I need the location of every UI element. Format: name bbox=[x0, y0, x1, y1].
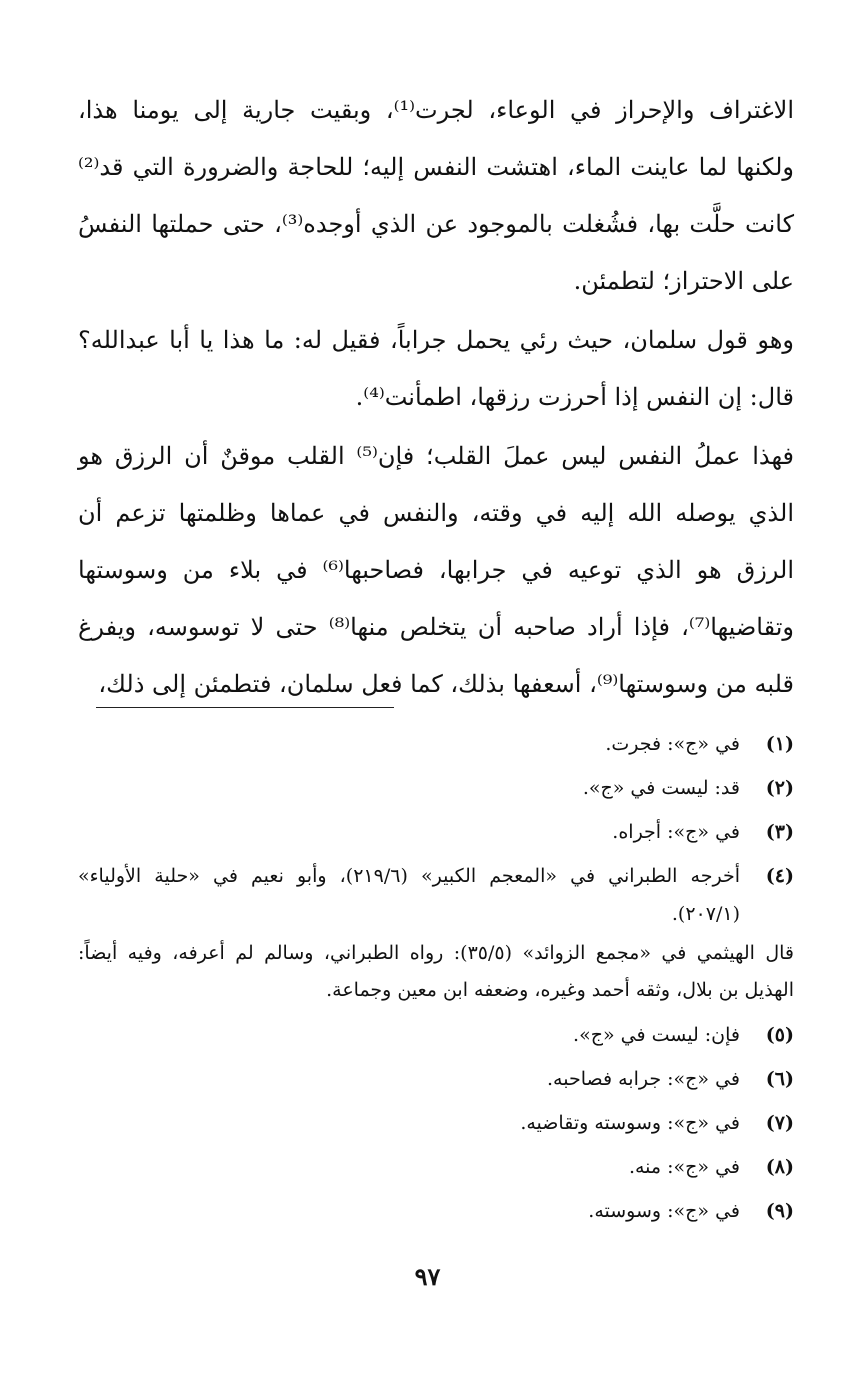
footnote-text: أخرجه الطبراني في «المعجم الكبير» (٢١٩/٦)، وأبو نعيم في «حلية الأولياء» (٢٠٧/١). bbox=[78, 865, 740, 925]
footnote-9 bbox=[78, 1189, 794, 1233]
footnote-separator bbox=[96, 707, 394, 708]
footnote-8 bbox=[78, 1145, 794, 1189]
footnote-number: (٣) bbox=[765, 821, 794, 843]
footnote-2 bbox=[78, 766, 794, 810]
footnote-7 bbox=[78, 1101, 794, 1145]
paragraph-3: فهذا عملُ النفس ليس عملَ القلب؛ فإن⁽⁵⁾ القلب موقنٌ أن الرزق هو الذي يوصله الله إليه في وقته، والنفس في عماها وظلمتها تزعم أن الرزق هو الذي توعيه في جرابها، فصاحبها⁽⁶⁾ في بلاء من وسوستها وتقاضيها⁽⁷⁾، فإذا أراد صاحبه أن يتخلص منها⁽⁸⁾ حتى لا توسوسه، ويفرغ قلبه من وسوستها⁽⁹⁾، أسعفها بذلك، كما فعل سلمان، فتطمئن إلى ذلك، bbox=[78, 442, 795, 698]
footnote-text: في «ج»: منه. bbox=[628, 1156, 740, 1178]
footnotes bbox=[78, 722, 794, 1233]
footnote-number: (٦) bbox=[765, 1068, 794, 1090]
footnote-text: قد: ليست في «ج». bbox=[582, 777, 740, 799]
page-number: ٩٧ bbox=[414, 1262, 441, 1291]
footnote-number: (٧) bbox=[765, 1112, 794, 1134]
main-text bbox=[78, 82, 794, 713]
footnote-number: (١) bbox=[765, 733, 794, 755]
footnote-6 bbox=[78, 1057, 794, 1101]
footnote-number: (٢) bbox=[765, 777, 794, 799]
footnote-text: في «ج»: أجراه. bbox=[612, 821, 740, 843]
footnote-text: في «ج»: وسوسته وتقاضيه. bbox=[520, 1112, 740, 1134]
footnote-text: في «ج»: فجرت. bbox=[605, 733, 740, 755]
footnote-4-continuation: قال الهيثمي في «مجمع الزوائد» (٣٥/٥): رواه الطبراني، وسالم لم أعرفه، وفيه أيضاً: الهذيل بن بلال، وثقه أحمد وغيره، وضعفه ابن معين وجماعة. bbox=[78, 942, 795, 1001]
footnote-3 bbox=[78, 810, 794, 854]
footnote-number: (٤) bbox=[765, 865, 794, 887]
footnote-text: في «ج»: جرابه فصاحبه. bbox=[547, 1068, 740, 1090]
footnote-number: (٩) bbox=[765, 1200, 794, 1222]
footnote-1 bbox=[78, 722, 794, 766]
footnote-text: فإن: ليست في «ج». bbox=[573, 1024, 740, 1046]
paragraph-1: الاغتراف والإحراز في الوعاء، لجرت⁽¹⁾، وبقيت جارية إلى يومنا هذا، ولكنها لما عاينت الماء، اهتشت النفس إليه؛ للحاجة والضرورة التي قد⁽²⁾ كانت حلَّت بها، فشُغلت بالموجود عن الذي أوجده⁽³⁾، حتى حملتها النفسُ على الاحتراز؛ لتطمئن. bbox=[78, 96, 794, 295]
paragraph-2: وهو قول سلمان، حيث رئي يحمل جراباً، فقيل له: ما هذا يا أبا عبدالله؟ قال: إن النفس إذا أحرزت رزقها، اطمأنت⁽⁴⁾. bbox=[78, 326, 794, 411]
footnote-5 bbox=[78, 1013, 794, 1057]
footnote-text: في «ج»: وسوسته. bbox=[588, 1200, 740, 1222]
footnote-number: (٨) bbox=[765, 1156, 794, 1178]
footnote-number: (٥) bbox=[765, 1024, 794, 1046]
footnote-4 bbox=[78, 854, 794, 933]
